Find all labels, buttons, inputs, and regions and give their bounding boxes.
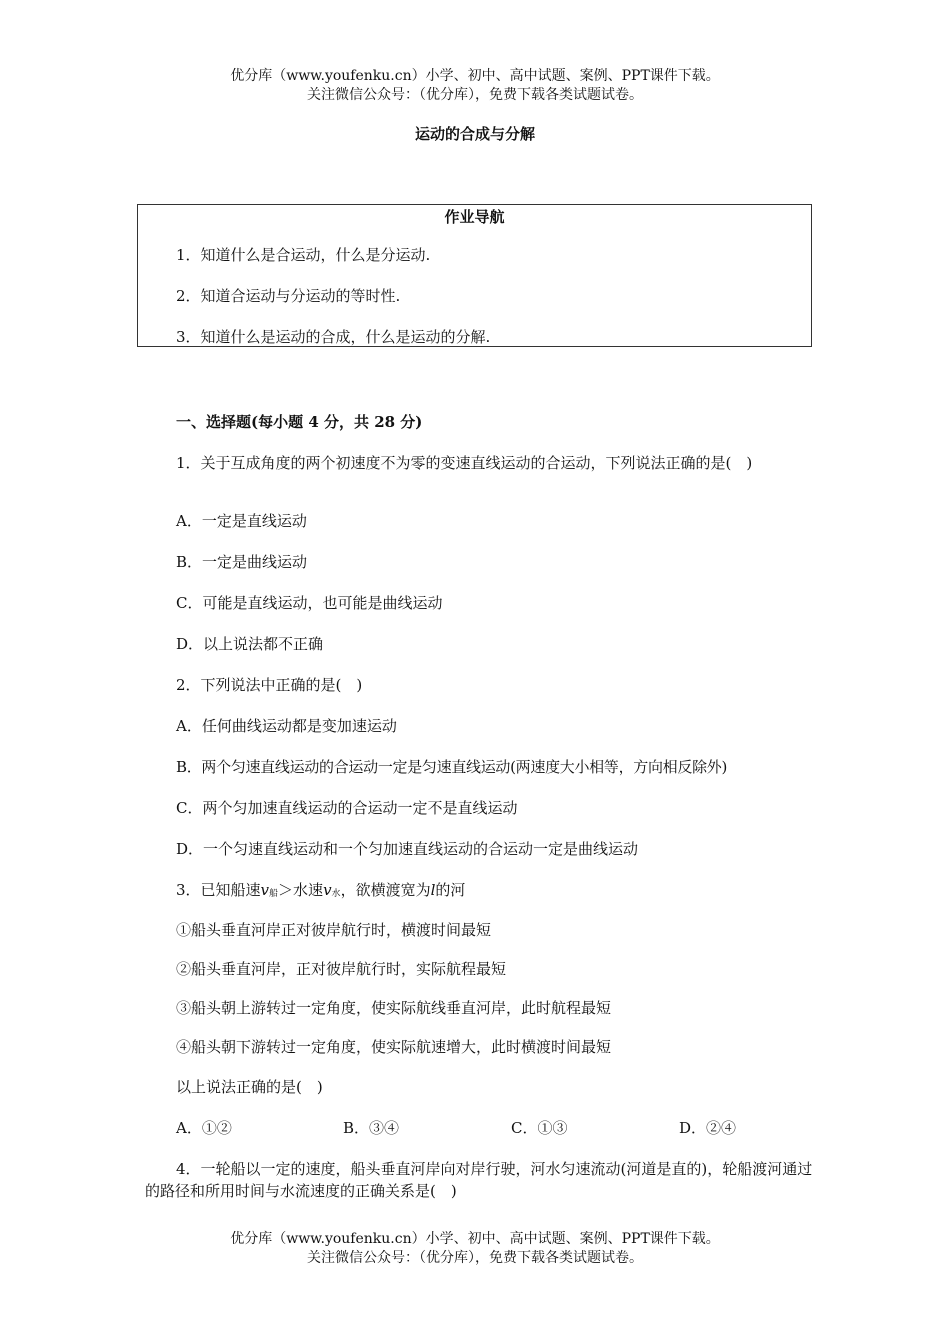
q3-statement-1: ①船头垂直河岸正对彼岸航行时，横渡时间最短 [176,921,492,939]
q3-option-c: C．①③ [511,1119,568,1137]
page-header-line1: 优分库（www.youfenku.cn）小学、初中、高中试题、案例、PPT课件下载。 [230,68,720,84]
guide-item-2: 2．知道合运动与分运动的等时性. [176,287,401,305]
q3-stem-part-a: 3．已知船速 [176,881,261,899]
guide-item-3: 3．知道什么是运动的合成，什么是运动的分解. [176,328,491,346]
q3-sub-boat: 船 [269,889,279,899]
q3-var-v-boat: v [260,881,270,899]
q3-stem [176,880,465,904]
q3-option-d: D．②④ [679,1119,737,1137]
q3-stem-part-c: ，欲横渡宽为 [340,881,431,899]
q2-option-c: C．两个匀加速直线运动的合运动一定不是直线运动 [176,799,518,817]
q3-statement-4: ④船头朝下游转过一定角度，使实际航速增大，此时横渡时间最短 [176,1038,612,1056]
q3-stem-part-b: ＞水速 [278,881,324,899]
q1-option-d: D．以上说法都不正确 [176,635,324,653]
page-title: 运动的合成与分解 [414,125,535,143]
q1-option-b: B．一定是曲线运动 [176,553,308,571]
q3-var-l: l [430,881,436,899]
q1-option-a: A．一定是直线运动 [176,512,307,530]
homework-guide-heading: 作业导航 [444,208,505,226]
q3-sub-water: 水 [331,889,341,899]
q2-option-d: D．一个匀速直线运动和一个匀加速直线运动的合运动一定是曲线运动 [176,840,639,858]
page-footer-line1: 优分库（www.youfenku.cn）小学、初中、高中试题、案例、PPT课件下载。 [230,1231,720,1247]
q3-statement-2: ②船头垂直河岸，正对彼岸航行时，实际航程最短 [176,960,507,978]
page-footer-line2: 关注微信公众号：（优分库），免费下载各类试题试卷。 [307,1250,643,1266]
q3-var-v-water: v [323,881,332,899]
q3-option-b: B．③④ [343,1119,400,1137]
q3-option-a: A．①② [176,1119,232,1137]
guide-item-1: 1．知道什么是合运动，什么是分运动. [176,246,431,264]
q2-option-a: A．任何曲线运动都是变加速运动 [176,717,397,735]
q3-prompt: 以上说法正确的是( ) [176,1078,323,1096]
q4-stem: 4．一轮船以一定的速度，船头垂直河岸向对岸行驶，河水匀速流动(河道是直的)，轮船渡河通过的路径和所用时间与水流速度的正确关系是( ) [145,1160,813,1200]
q2-stem: 2．下列说法中正确的是( ) [176,676,363,694]
q3-statement-3: ③船头朝上游转过一定角度，使实际航线垂直河岸，此时航程最短 [176,999,612,1017]
q3-stem-part-d: 的河 [435,881,466,899]
page-header-line2: 关注微信公众号：（优分库），免费下载各类试题试卷。 [307,87,643,103]
q2-option-b: B．两个匀速直线运动的合运动一定是匀速直线运动(两速度大小相等，方向相反除外) [176,758,728,776]
section-heading: 一、选择题(每小题 4 分，共 28 分) [176,413,423,431]
q1-stem: 1．关于互成角度的两个初速度不为零的变速直线运动的合运动，下列说法正确的是( ) [176,454,753,472]
q1-option-c: C．可能是直线运动，也可能是曲线运动 [176,594,443,612]
